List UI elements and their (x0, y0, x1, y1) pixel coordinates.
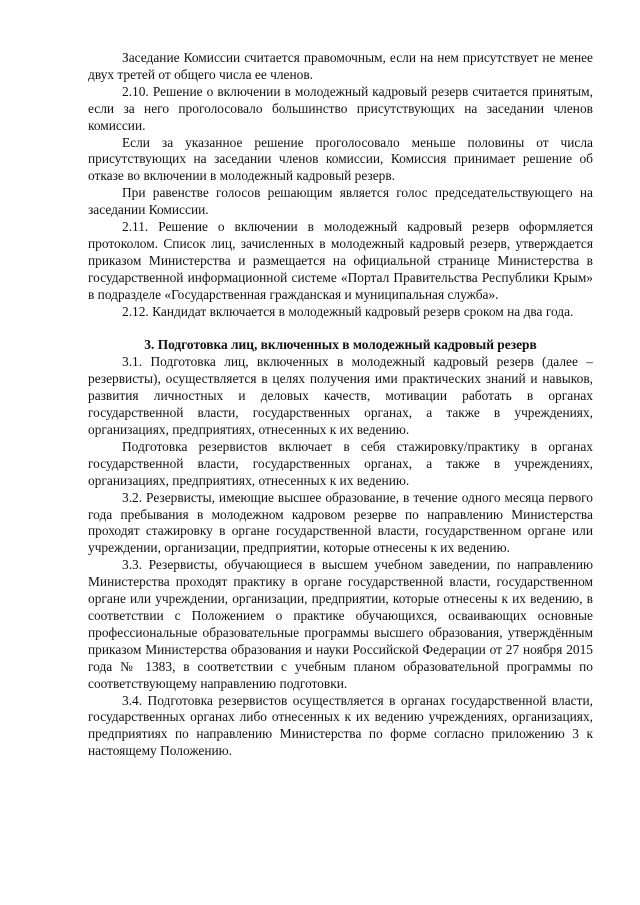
paragraph-tie-vote: При равенстве голосов решающим является голос председательствующего на заседании Комиссии. (88, 185, 593, 218)
paragraph-3-4: 3.4. Подготовка резервистов осуществляется в органах государственной власти, государственных органах либо отнесенных к их ведению учреждениях, организациях, предприятиях по направлению Министерства по форме согласно приложению 3 к настоящему Положению. (88, 692, 593, 759)
document-page (88, 50, 593, 760)
paragraph-2-11: 2.11. Решение о включении в молодежный кадровый резерв оформляется протоколом. Список лиц, зачисленных в молодежный кадровый резерв, утверждается приказом Министерства и размещается на официальной странице Министерства в государственной информационной системе «Портал Правительства Республики Крым» в подразделе «Государственная гражданская и муниципальная служба». (88, 219, 593, 302)
section-heading: 3. Подготовка лиц, включенных в молодежный кадровый резерв (144, 336, 537, 352)
paragraph-quorum: Заседание Комиссии считается правомочным, если на нем присутствует не менее двух третей от общего числа ее членов. (88, 50, 593, 82)
paragraph-refusal: Если за указанное решение проголосовало меньше половины от числа присутствующих на заседании членов комиссии, Комиссия принимает решение об отказе во включении в молодежный кадровый резерв. (88, 134, 593, 184)
paragraph-training-scope: Подготовка резервистов включает в себя стажировку/практику в органах государственной власти, государственных органах, а также в учреждениях, организациях, предприятиях, отнесенных к их ведению. (88, 438, 593, 488)
paragraph-2-10: 2.10. Решение о включении в молодежный кадровый резерв считается принятым, если за него проголосовало большинство присутствующих на заседании членов комиссии. (88, 83, 593, 133)
paragraph-2-12: 2.12. Кандидат включается в молодежный кадровый резерв сроком на два года. (122, 303, 574, 319)
paragraph-3-3: 3.3. Резервисты, обучающиеся в высшем учебном заведении, по направлению Министерства проходят практику в органе государственной власти, государственном органе или учреждении, организации, предприятии, которые отнесены к их ведению, в соответствии с Положением о практике обучающихся, осваивающих основные профессиональные образовательные программы высшего образования, утверждённым приказом Министерства образования и науки Российской Федерации от 27 ноября 2015 года № 1383, в соответствии с учебным планом образовательной программы по соответствующему направлению подготовки. (88, 557, 593, 691)
paragraph-3-1: 3.1. Подготовка лиц, включенных в молодежный кадровый резерв (далее – резервисты), осуществляется в целях получения ими практических знаний и навыков, развития личностных и деловых качеств, мотивации работать в органах государственной власти, государственных органах, а также в учреждениях, организациях, предприятиях, отнесенных к их ведению. (88, 354, 593, 438)
paragraph-3-2: 3.2. Резервисты, имеющие высшее образование, в течение одного месяца первого года пребывания в молодежном кадровом резерве по направлению Министерства проходят стажировку в органе государственной власти, государственном органе или учреждении, организации, предприятии, которые отнесены к их ведению. (88, 489, 593, 556)
